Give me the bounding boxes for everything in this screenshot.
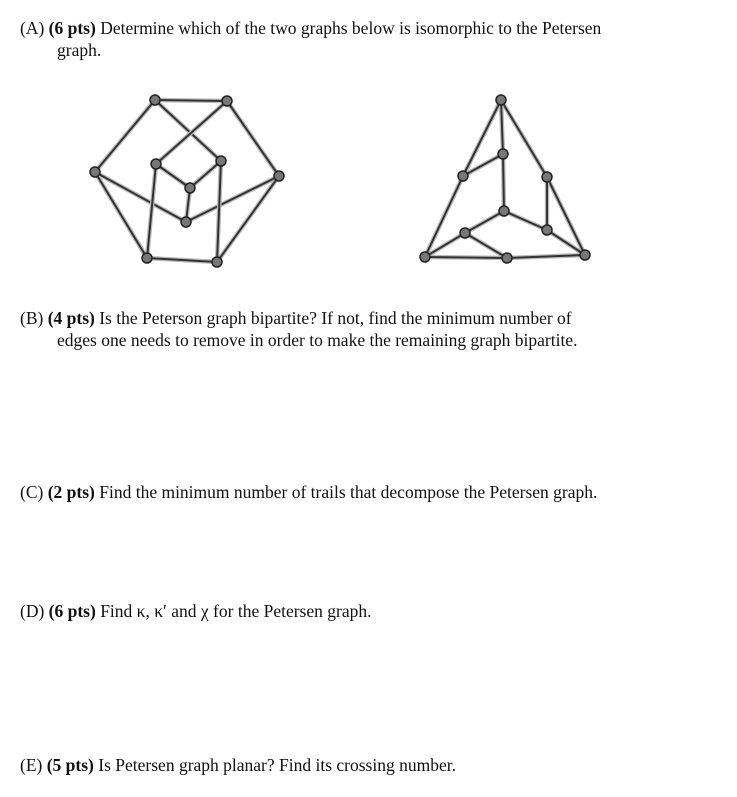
graph-edge bbox=[227, 101, 279, 176]
question-label: (B) bbox=[20, 308, 44, 328]
graph-right bbox=[420, 95, 590, 263]
question-text-cont: edges one needs to remove in order to make the remaining graph bipartite. bbox=[57, 330, 578, 350]
points: (6 pts) bbox=[48, 18, 96, 38]
graph-vertex bbox=[90, 167, 100, 177]
question-text-cont: graph. bbox=[57, 40, 102, 60]
question-c bbox=[20, 481, 597, 503]
graph-edge bbox=[155, 100, 221, 161]
graph-vertex bbox=[142, 253, 152, 263]
points: (6 pts) bbox=[48, 601, 96, 621]
graph-vertex bbox=[498, 149, 508, 159]
graph-edge bbox=[503, 154, 504, 211]
question-label: (C) bbox=[20, 482, 44, 502]
graph-edge bbox=[156, 164, 190, 188]
graph-vertex bbox=[212, 257, 222, 267]
graph-edge bbox=[425, 257, 507, 258]
graph-vertex bbox=[542, 172, 552, 182]
graph-vertex bbox=[499, 206, 509, 216]
graph-edge bbox=[147, 164, 156, 258]
graph-vertex bbox=[580, 250, 590, 260]
graph-vertex bbox=[460, 228, 470, 238]
graph-vertex bbox=[542, 225, 552, 235]
graph-edge bbox=[190, 161, 221, 188]
graph-edge bbox=[155, 100, 227, 101]
question-d bbox=[20, 600, 371, 622]
graph-vertex bbox=[496, 95, 506, 105]
graph-vertex bbox=[181, 217, 191, 227]
question-text: Is the Peterson graph bipartite? If not, find the minimum number of bbox=[99, 308, 572, 328]
points: (5 pts) bbox=[46, 755, 94, 775]
question-label: (E) bbox=[20, 755, 43, 775]
question-text: Is Petersen graph planar? Find its crossing number. bbox=[98, 755, 456, 775]
graph-edge bbox=[504, 211, 547, 230]
question-label: (A) bbox=[20, 18, 45, 38]
graph-left bbox=[90, 95, 284, 267]
graph-edge bbox=[95, 100, 155, 172]
question-text: Find κ, κ′ and χ for the Petersen graph. bbox=[100, 601, 372, 621]
points: (4 pts) bbox=[47, 308, 95, 328]
graphs-figure bbox=[0, 0, 737, 300]
graph-vertex bbox=[185, 183, 195, 193]
question-e bbox=[20, 754, 456, 776]
graph-vertex bbox=[420, 252, 430, 262]
question-b bbox=[20, 307, 720, 351]
graph-vertex bbox=[274, 171, 284, 181]
graph-vertex bbox=[216, 156, 226, 166]
graph-edge bbox=[501, 100, 547, 177]
question-text: Find the minimum number of trails that decompose the Petersen graph. bbox=[99, 482, 598, 502]
graph-vertex bbox=[222, 96, 232, 106]
graph-vertex bbox=[458, 171, 468, 181]
question-text: Determine which of the two graphs below is isomorphic to the Petersen bbox=[100, 18, 602, 38]
points: (2 pts) bbox=[47, 482, 95, 502]
graph-edge bbox=[465, 211, 504, 233]
graph-vertex bbox=[151, 159, 161, 169]
question-label: (D) bbox=[20, 601, 45, 621]
graph-vertex bbox=[150, 95, 160, 105]
graph-vertex bbox=[502, 253, 512, 263]
graph-edge bbox=[465, 233, 507, 258]
